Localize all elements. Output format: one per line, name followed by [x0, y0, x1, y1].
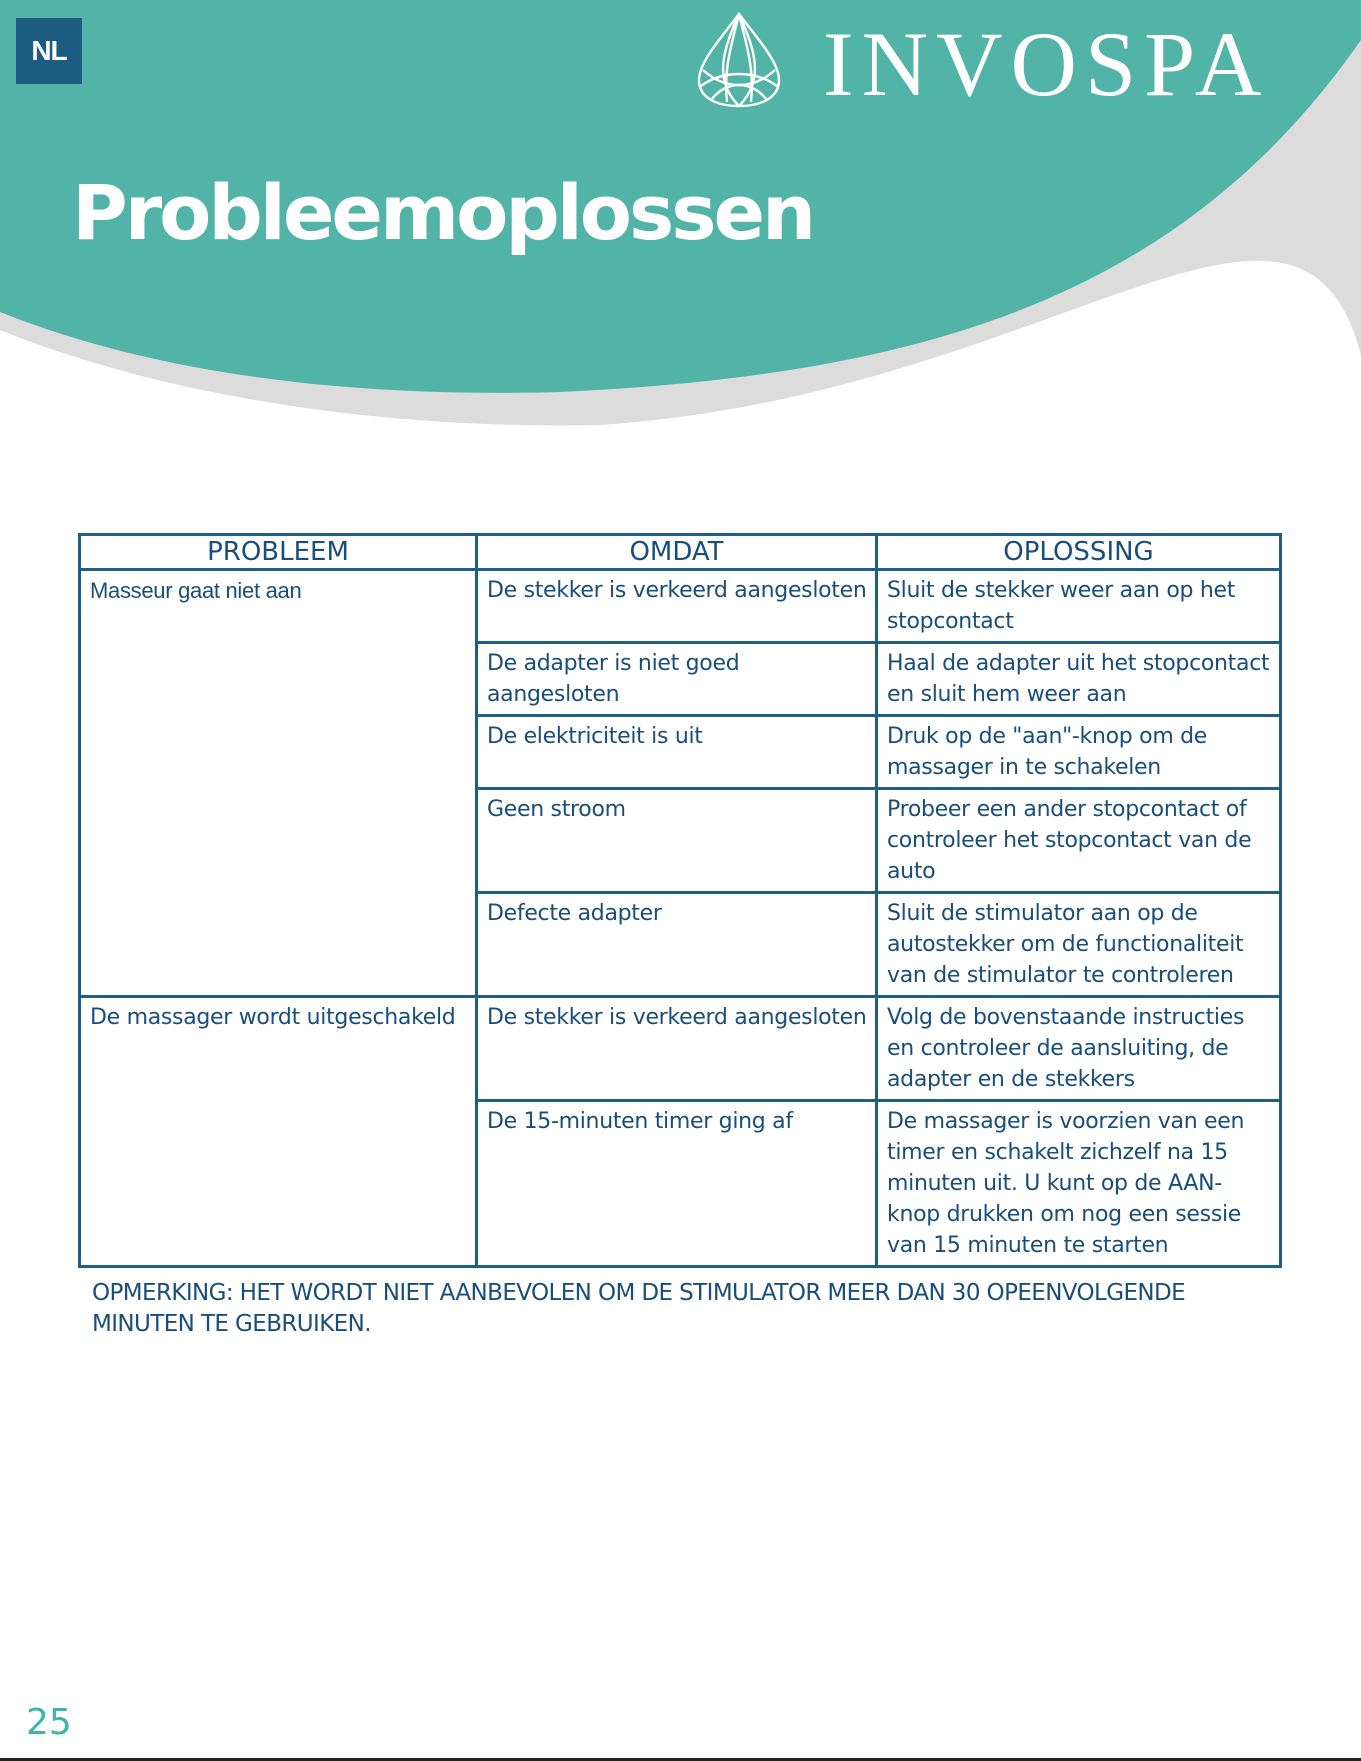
table-row — [80, 570, 1281, 643]
usage-note: OPMERKING: HET WORDT NIET AANBEVOLEN OM DE STIMULATOR MEER DAN 30 OPEENVOLGENDE MINUTEN TE GEBRUIKEN. — [92, 1280, 1186, 1337]
solution-cell: Sluit de stekker weer aan op het stopcontact — [877, 570, 1281, 643]
brand-name: INVOSPA — [823, 13, 1270, 115]
language-badge: NL — [16, 18, 82, 84]
solution-cell: Probeer een ander stopcontact of controleer het stopcontact van de auto — [877, 789, 1281, 893]
table-row — [80, 997, 1281, 1101]
solution-cell: De massager is voorzien van een timer en schakelt zichzelf na 15 minuten uit. U kunt op de AAN-knop drukken om nog een sessie van 15 minuten te starten — [877, 1101, 1281, 1267]
cause-cell: De stekker is verkeerd aangesloten — [477, 997, 877, 1101]
solution-cell: Volg de bovenstaande instructies en controleer de aansluiting, de adapter en de stekkers — [877, 997, 1281, 1101]
problem-cell: De massager wordt uitgeschakeld — [80, 997, 477, 1267]
problem-cell: Masseur gaat niet aan — [80, 570, 477, 997]
page-title: Probleemoplossen — [72, 168, 814, 257]
cause-cell: De elektriciteit is uit — [477, 716, 877, 789]
solution-cell: Sluit de stimulator aan op de autostekker om de functionaliteit van de stimulator te controleren — [877, 893, 1281, 997]
troubleshooting-table — [78, 533, 1282, 1268]
cause-cell: Defecte adapter — [477, 893, 877, 997]
solution-cell: Haal de adapter uit het stopcontact en sluit hem weer aan — [877, 643, 1281, 716]
header-problem: PROBLEEM — [80, 535, 477, 570]
header-cause: OMDAT — [477, 535, 877, 570]
brand-logo-icon — [693, 10, 785, 110]
cause-cell: De stekker is verkeerd aangesloten — [477, 570, 877, 643]
cause-cell: De 15-minuten timer ging af — [477, 1101, 877, 1267]
header-solution: OPLOSSING — [877, 535, 1281, 570]
page-number: 25 — [26, 1702, 72, 1743]
solution-cell: Druk op de "aan"-knop om de massager in te schakelen — [877, 716, 1281, 789]
cause-cell: Geen stroom — [477, 789, 877, 893]
table-header-row — [80, 535, 1281, 570]
cause-cell: De adapter is niet goed aangesloten — [477, 643, 877, 716]
